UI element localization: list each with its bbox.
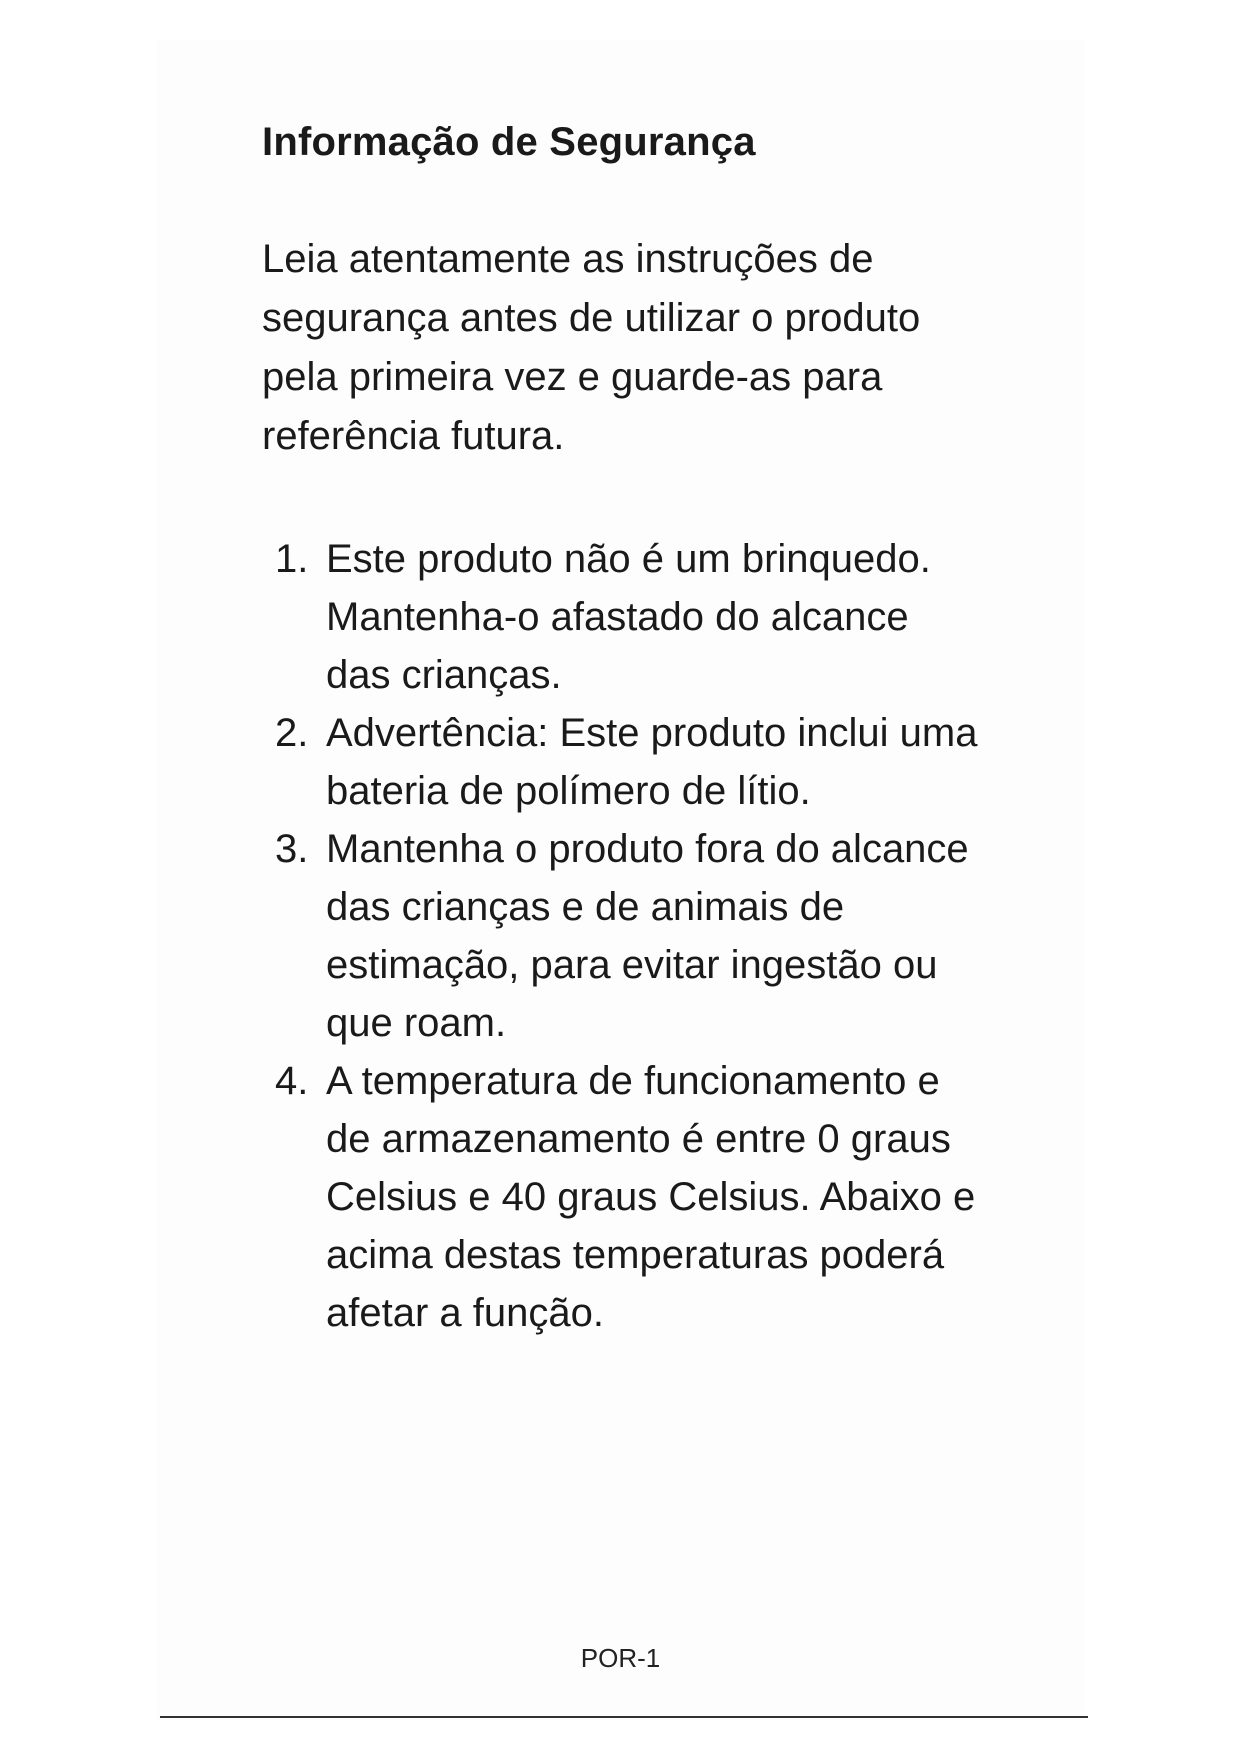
list-item bbox=[262, 1052, 982, 1342]
intro-paragraph: Leia atentamente as instruções de segurança antes de utilizar o produto pela primeira vez e guarde-as para referência futura. bbox=[262, 237, 921, 458]
page-number: POR-1 bbox=[580, 1643, 661, 1673]
list-item-text: A temperatura de funcionamento e de armazenamento é entre 0 graus Celsius e 40 graus Celsius. Abaixo e acima destas temperaturas poderá afetar a função. bbox=[326, 1059, 976, 1335]
document-title: Informação de Segurança bbox=[262, 120, 756, 164]
list-item-number: 1. bbox=[275, 537, 309, 581]
list-item bbox=[262, 530, 982, 704]
list-item bbox=[262, 704, 982, 820]
list-item-text: Este produto não é um brinquedo. Mantenha-o afastado do alcance das crianças. bbox=[326, 537, 931, 697]
list-item-number: 4. bbox=[275, 1059, 309, 1103]
list-item bbox=[262, 820, 982, 1052]
list-item-number: 2. bbox=[275, 711, 309, 755]
list-item-text: Advertência: Este produto inclui uma bateria de polímero de lítio. bbox=[326, 711, 978, 813]
list-item-text: Mantenha o produto fora do alcance das crianças e de animais de estimação, para evitar ingestão ou que roam. bbox=[326, 827, 969, 1045]
document-content bbox=[262, 118, 982, 1342]
list-item-number: 3. bbox=[275, 827, 309, 871]
footer-rule bbox=[160, 1716, 1088, 1718]
safety-list bbox=[262, 530, 982, 1342]
